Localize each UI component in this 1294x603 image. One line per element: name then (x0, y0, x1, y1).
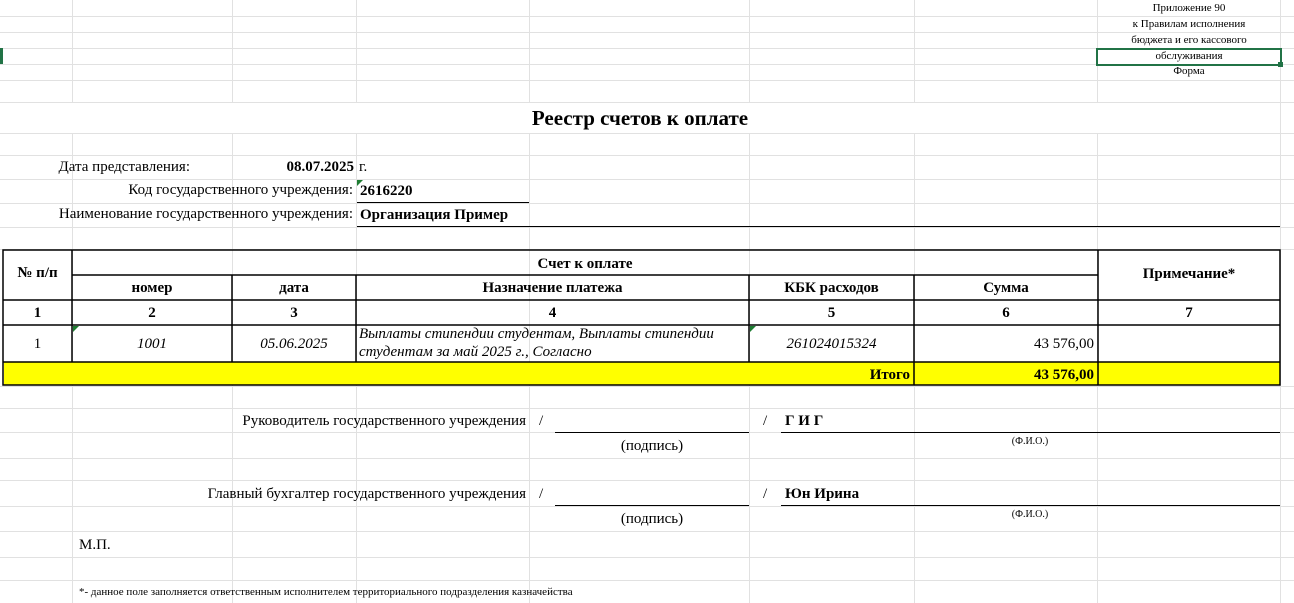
accountant-name[interactable]: Юн Ирина (785, 486, 860, 502)
slash: / (539, 413, 544, 429)
accountant-label: Главный бухгалтер государственного учреждения (207, 486, 526, 502)
row-sum-cell[interactable]: 43 576,00 (1034, 336, 1094, 352)
appendix-line-2: к Правилам исполнения (1132, 18, 1246, 30)
col-index: 2 (148, 305, 156, 321)
row-date-cell[interactable]: 05.06.2025 (260, 336, 328, 352)
date-suffix: г. (359, 159, 368, 175)
total-value[interactable]: 43 576,00 (1034, 367, 1094, 383)
head-name-line (781, 432, 1280, 433)
col-header-purpose: Назначение платежа (482, 280, 623, 296)
row-no-cell[interactable]: 1 (33, 336, 42, 352)
name-value[interactable]: Организация Пример (360, 207, 509, 223)
comment-marker-icon (73, 326, 79, 332)
head-name[interactable]: Г И Г (785, 413, 824, 429)
appendix-line-3: бюджета и его кассового (1131, 34, 1247, 46)
col-header-sum: Сумма (983, 280, 1029, 296)
col-header-no: № п/п (17, 265, 58, 281)
col-header-date: дата (279, 280, 309, 296)
slash: / (763, 413, 768, 429)
name-label: Наименование государственного учреждения: (58, 206, 353, 222)
head-label: Руководитель государственного учреждения (242, 413, 526, 429)
total-label: Итого (869, 367, 910, 383)
appendix-line-5: Форма (1173, 65, 1205, 77)
sign-caption: (подпись) (620, 511, 684, 527)
accountant-name-line (781, 505, 1280, 506)
sign-caption: (подпись) (620, 438, 684, 454)
stamp-label: М.П. (79, 537, 111, 553)
code-value[interactable]: 2616220 (360, 183, 413, 199)
row-number-cell[interactable]: 1001 (137, 336, 167, 352)
footnote: *- данное поле заполняется ответственным исполнителем территориального подразделения казначейства (79, 586, 573, 598)
appendix-line-4: обслуживания (1155, 50, 1223, 62)
col-index: 4 (548, 305, 557, 321)
row-purpose-cell[interactable]: Выплаты стипендии студентам, Выплаты стипендии студентам за май 2025 г., Согласно (359, 326, 714, 360)
slash: / (539, 486, 544, 502)
page-title: Реестр счетов к оплате (531, 106, 749, 130)
code-label: Код государственного учреждения: (128, 182, 353, 198)
col-index: 5 (827, 305, 836, 321)
col-header-number: номер (131, 280, 173, 296)
slash: / (763, 486, 768, 502)
col-index: 6 (1002, 305, 1010, 321)
col-group-header: Счет к оплате (537, 256, 633, 272)
col-header-note: Примечание* (1142, 266, 1236, 282)
appendix-line-1: Приложение 90 (1152, 2, 1226, 14)
col-header-kbk: КБК расходов (784, 280, 879, 296)
fio-caption: (Ф.И.О.) (1011, 509, 1049, 520)
date-label: Дата представления: (58, 159, 190, 175)
col-index: 3 (290, 305, 298, 321)
fio-caption: (Ф.И.О.) (1011, 436, 1049, 447)
date-value[interactable]: 08.07.2025 (286, 159, 354, 175)
row-kbk-cell[interactable]: 261024015324 (786, 336, 877, 352)
col-index: 1 (33, 305, 42, 321)
head-signature-line[interactable] (555, 432, 749, 433)
comment-marker-icon (750, 326, 756, 332)
col-index: 7 (1185, 305, 1193, 321)
accountant-signature-line[interactable] (555, 505, 749, 506)
